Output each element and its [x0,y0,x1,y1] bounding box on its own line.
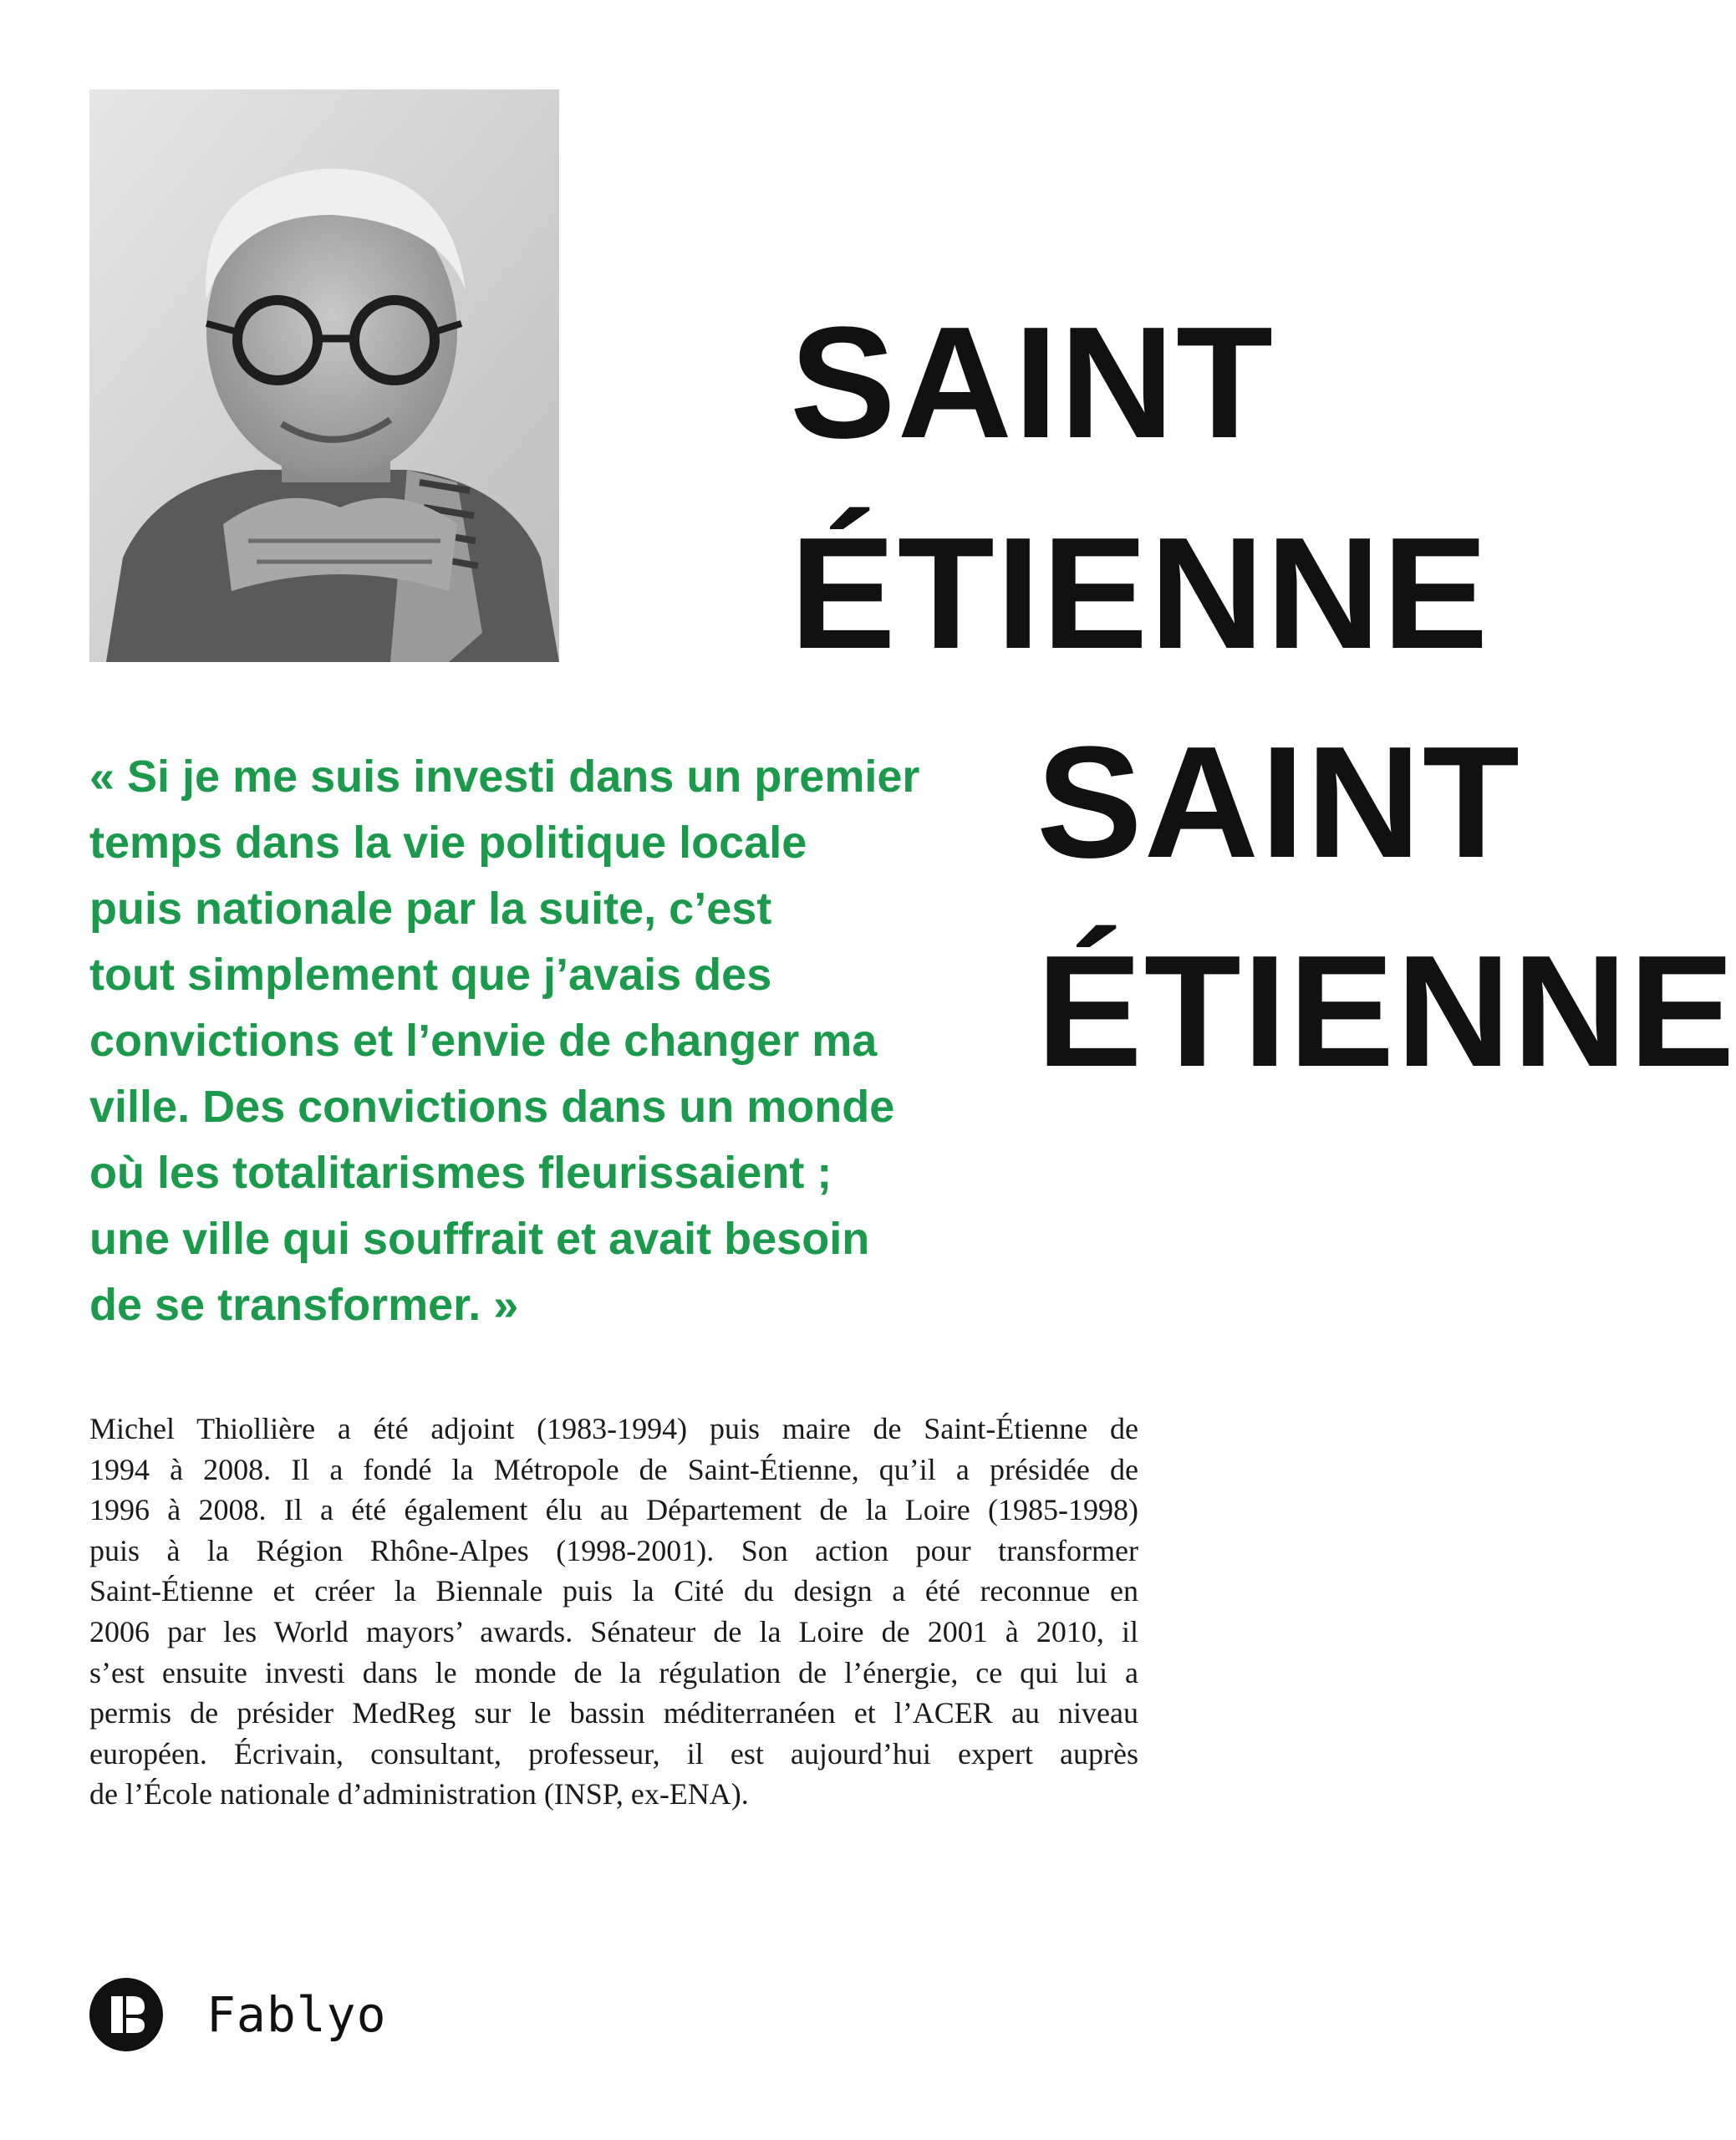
bio-line: de l’École nationale d’administration (INSP, ex-ENA). [89,1777,749,1811]
bio-line: 1996 à 2008. Il a été également élu au Département de la Loire (1985-1998) [89,1493,1138,1527]
bio-line: européen. Écrivain, consultant, professeur, il est aujourd’hui expert auprès [89,1736,1138,1771]
bio-line: 1994 à 2008. Il a fondé la Métropole de Saint-Étienne, qu’il a présidée de [89,1452,1138,1486]
quote-line: « Si je me suis investi dans un premier [89,752,920,802]
quote-line: ville. Des convictions dans un monde [89,1082,895,1132]
quote-line: où les totalitarismes fleurissaient ; [89,1148,832,1198]
author-portrait [89,89,559,662]
publisher-name: Fablyo [206,1986,387,2043]
title-line-1: SAINT [790,294,1275,471]
bio-line: s’est ensuite investi dans le monde de la régulation de l’énergie, ce qui lui a [89,1655,1138,1689]
fablyo-logo-icon [89,1978,163,2051]
bio-line: permis de présider MedReg sur le bassin méditerranéen et l’ACER au niveau [89,1696,1138,1730]
quote-line: temps dans la vie politique locale [89,818,807,868]
quote-line: de se transformer. » [89,1280,519,1330]
quote-line: convictions et l’envie de changer ma [89,1016,878,1066]
pull-quote [89,744,1017,1338]
bio-line: 2006 par les World mayors’ awards. Sénateur de la Loire de 2001 à 2010, il [89,1614,1138,1648]
quote-line: une ville qui souffrait et avait besoin [89,1214,870,1264]
title-line-4: ÉTIENNE [1036,923,1736,1100]
bio-line: puis à la Région Rhône-Alpes (1998-2001). Son action pour transformer [89,1533,1138,1567]
author-biography [89,1409,1138,1815]
publisher-logo [89,1977,387,2052]
bio-line: Michel Thiollière a été adjoint (1983-1994) puis maire de Saint-Étienne de [89,1412,1138,1445]
author-portrait-image [89,89,559,662]
title-line-2: ÉTIENNE [790,505,1490,682]
quote-line: puis nationale par la suite, c’est [89,884,772,934]
title-line-3: SAINT [1036,714,1521,891]
quote-line: tout simplement que j’avais des [89,950,772,1000]
bio-line: Saint-Étienne et créer la Biennale puis la Cité du design a été reconnue en [89,1574,1138,1608]
